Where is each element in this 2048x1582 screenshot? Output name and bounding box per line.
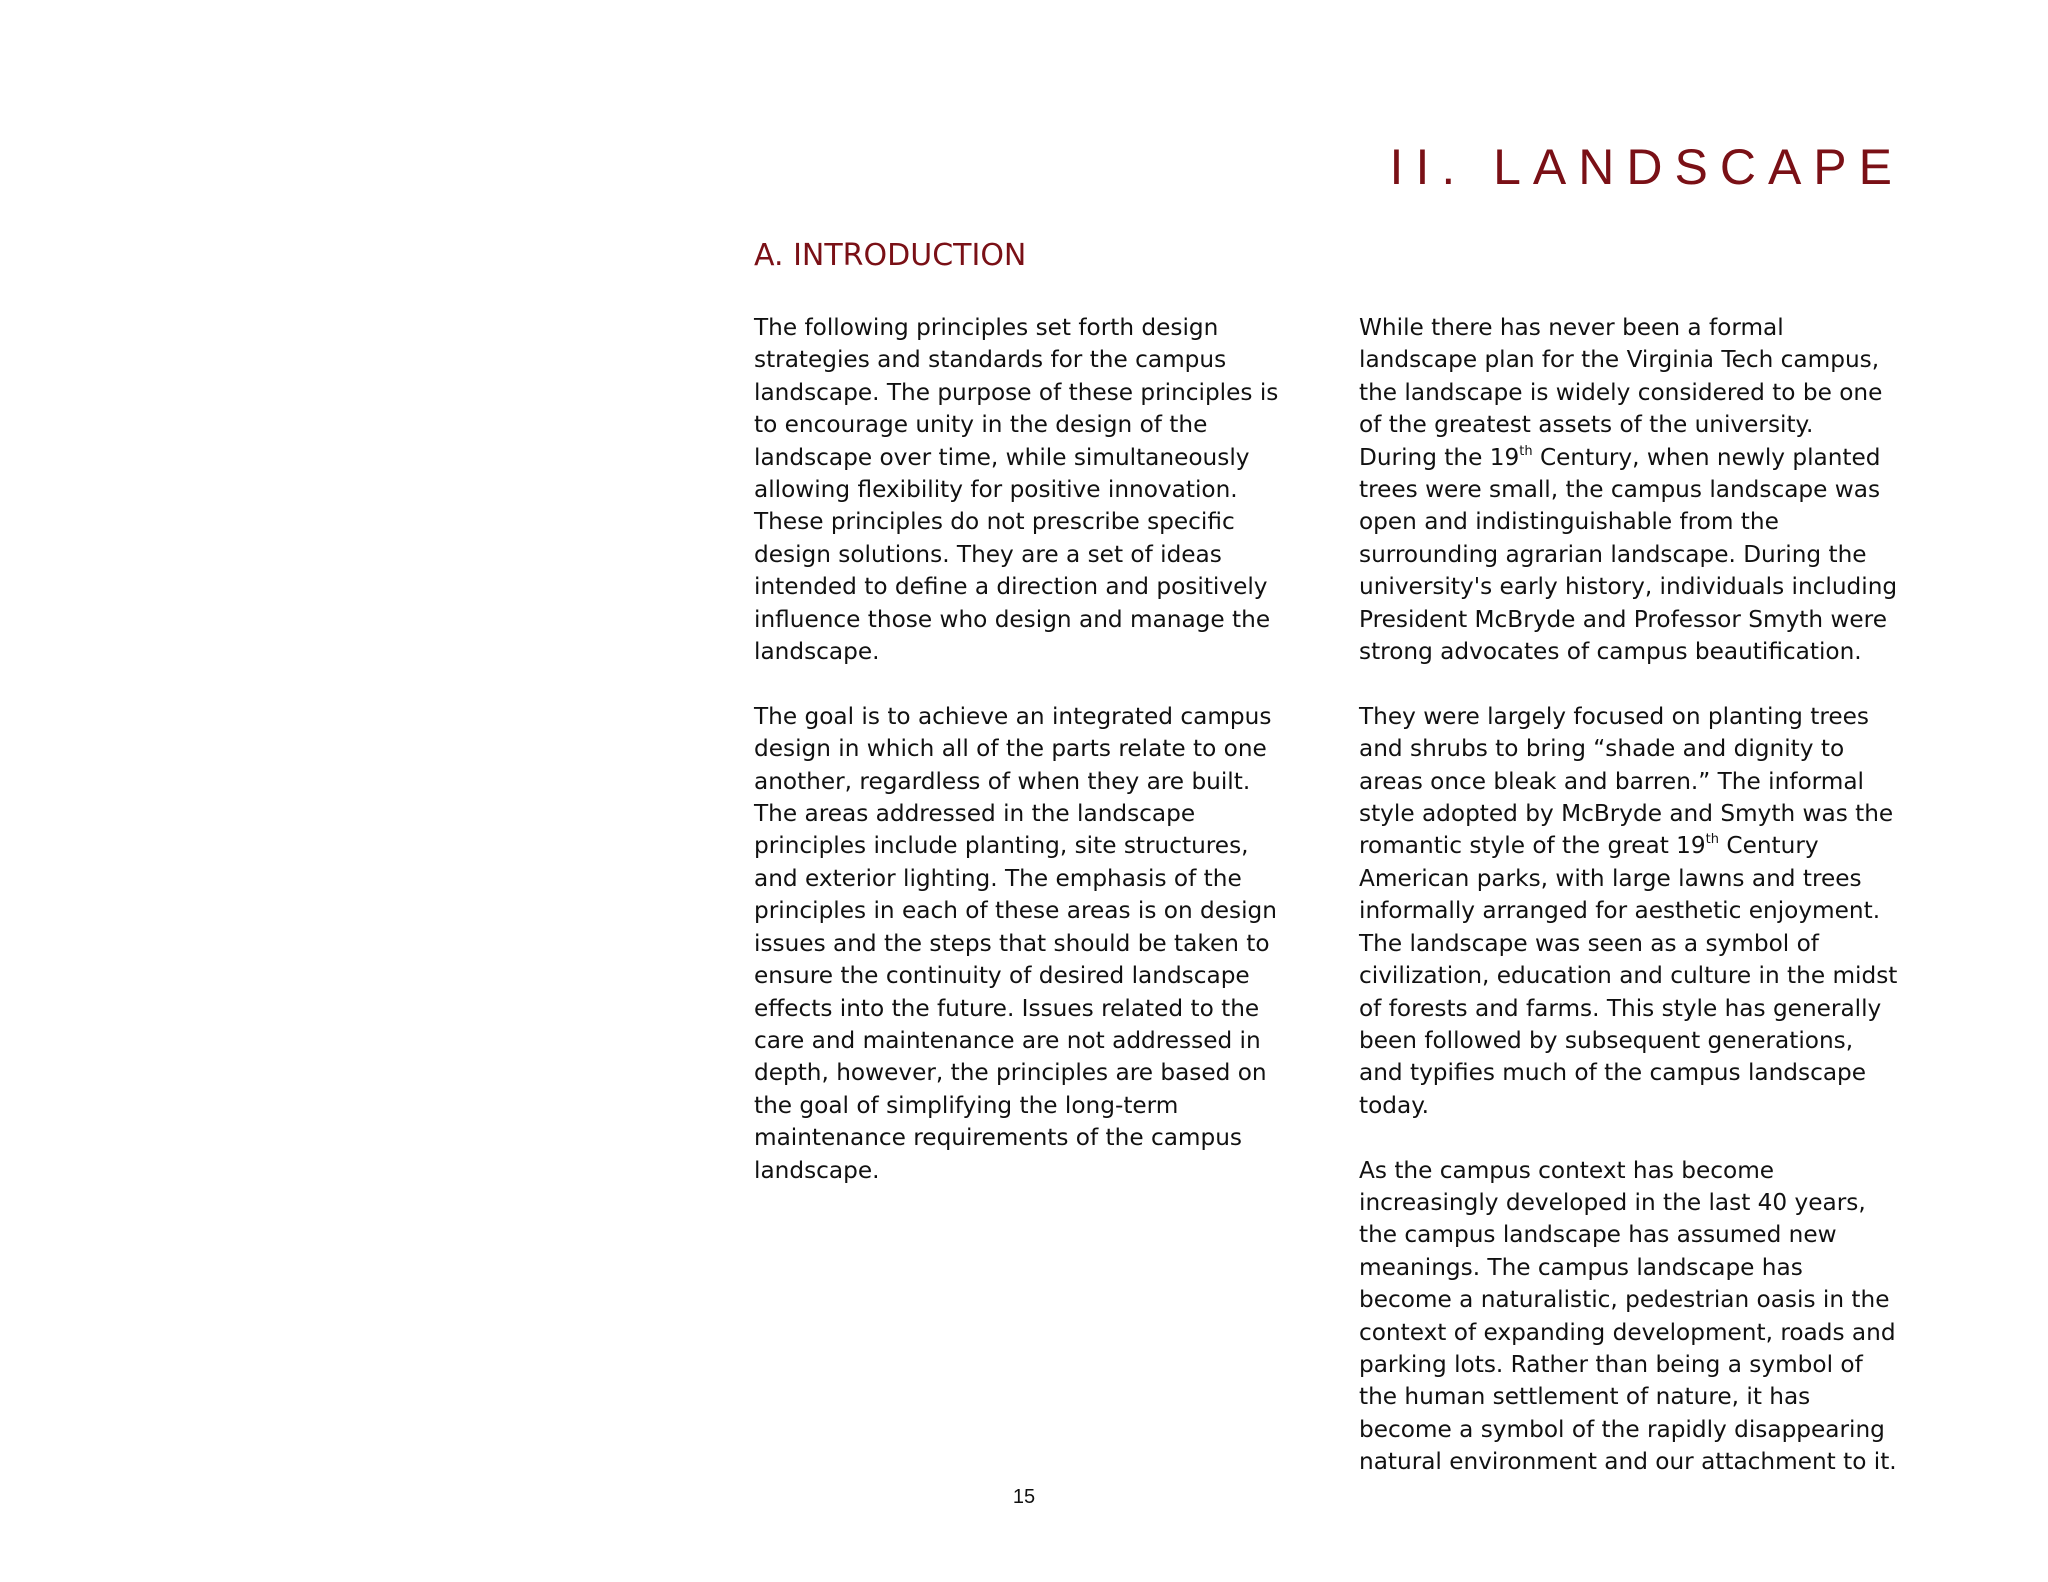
text-line: surrounding agrarian landscape. During the bbox=[1359, 540, 1867, 568]
text-line: American parks, with large lawns and trees bbox=[1359, 864, 1862, 892]
text-line: influence those who design and manage the bbox=[754, 605, 1271, 633]
text-line: areas once bleak and barren.” The informal bbox=[1359, 767, 1864, 795]
text-line: the goal of simplifying the long-term bbox=[754, 1091, 1179, 1119]
text-line: While there has never been a formal bbox=[1359, 314, 1784, 341]
text-line: ensure the continuity of desired landscape bbox=[754, 962, 1250, 990]
text-line: intended to define a direction and positively bbox=[754, 573, 1268, 601]
text-line: The areas addressed in the landscape bbox=[754, 800, 1196, 828]
text-line: landscape. bbox=[754, 638, 880, 666]
text-line: been followed by subsequent generations, bbox=[1359, 1026, 1854, 1054]
text-line: and shrubs to bring “shade and dignity to bbox=[1359, 735, 1845, 763]
text-line: the human settlement of nature, it has bbox=[1359, 1383, 1811, 1411]
text-line: open and indistinguishable from the bbox=[1359, 508, 1779, 536]
page-title: II. LANDSCAPE bbox=[1389, 139, 1904, 195]
text-line: parking lots. Rather than being a symbol of bbox=[1359, 1350, 1863, 1378]
text-line: landscape plan for the Virginia Tech campus, bbox=[1359, 346, 1880, 374]
section-heading: A. INTRODUCTION bbox=[754, 238, 1027, 273]
text-line: and typifies much of the campus landscape bbox=[1359, 1059, 1867, 1087]
text-line: strong advocates of campus beautification. bbox=[1359, 638, 1862, 666]
left-text-column bbox=[754, 312, 1278, 1219]
text-line: university's early history, individuals including bbox=[1359, 573, 1898, 601]
text-line: effects into the future. Issues related to the bbox=[754, 994, 1260, 1022]
text-fragment: Century bbox=[1719, 832, 1819, 860]
text-line: trees were small, the campus landscape was bbox=[1359, 476, 1881, 504]
page-number: 15 bbox=[1012, 1486, 1036, 1508]
right-text-column bbox=[1359, 312, 1897, 1511]
text-line: strategies and standards for the campus bbox=[754, 346, 1227, 374]
text-line: the campus landscape has assumed new bbox=[1359, 1221, 1837, 1249]
text-line: style adopted by McBryde and Smyth was the bbox=[1359, 800, 1894, 828]
intro-paragraph-2 bbox=[754, 701, 1278, 1187]
text-line: principles in each of these areas is on design bbox=[754, 897, 1277, 925]
text-line: The goal is to achieve an integrated campus bbox=[754, 702, 1272, 730]
text-line: today. bbox=[1359, 1091, 1429, 1119]
text-line: maintenance requirements of the campus bbox=[754, 1124, 1242, 1152]
intro-paragraph-1 bbox=[754, 312, 1278, 668]
text-line: President McBryde and Professor Smyth were bbox=[1359, 605, 1887, 633]
text-line: These principles do not prescribe specific bbox=[754, 508, 1235, 536]
text-fragment: romantic style of the great 19 bbox=[1359, 832, 1706, 860]
text-fragment: Century, when newly planted bbox=[1532, 443, 1881, 471]
text-line: become a symbol of the rapidly disappearing bbox=[1359, 1415, 1885, 1443]
history-paragraph-2 bbox=[1359, 701, 1897, 1122]
history-paragraph-3 bbox=[1359, 1155, 1897, 1479]
text-line: increasingly developed in the last 40 years, bbox=[1359, 1188, 1866, 1216]
history-paragraph-1 bbox=[1359, 312, 1897, 668]
text-line: allowing flexibility for positive innovation. bbox=[754, 476, 1238, 504]
text-line: to encourage unity in the design of the bbox=[754, 411, 1208, 439]
text-line: become a naturalistic, pedestrian oasis in the bbox=[1359, 1286, 1890, 1314]
text-line: care and maintenance are not addressed in bbox=[754, 1026, 1261, 1054]
ordinal-superscript: th bbox=[1519, 443, 1533, 459]
text-line: principles include planting, site structures, bbox=[754, 832, 1249, 860]
text-line: the landscape is widely considered to be one bbox=[1359, 378, 1883, 406]
text-line: civilization, education and culture in the midst bbox=[1359, 962, 1898, 990]
text-line: natural environment and our attachment to it. bbox=[1359, 1448, 1897, 1476]
text-line: meanings. The campus landscape has bbox=[1359, 1253, 1803, 1281]
text-line: design solutions. They are a set of ideas bbox=[754, 540, 1222, 568]
text-line: The following principles set forth design bbox=[754, 314, 1219, 341]
text-line: The landscape was seen as a symbol of bbox=[1359, 929, 1819, 957]
text-line: issues and the steps that should be taken to bbox=[754, 929, 1270, 957]
text-line: As the campus context has become bbox=[1359, 1156, 1775, 1184]
text-line: context of expanding development, roads and bbox=[1359, 1318, 1896, 1346]
text-line bbox=[1359, 830, 1897, 862]
text-line: of the greatest assets of the university. bbox=[1359, 411, 1814, 439]
text-line: informally arranged for aesthetic enjoyment. bbox=[1359, 897, 1881, 925]
text-line: landscape over time, while simultaneously bbox=[754, 443, 1250, 471]
text-line: They were largely focused on planting trees bbox=[1359, 702, 1869, 730]
text-line: depth, however, the principles are based on bbox=[754, 1059, 1267, 1087]
text-line: landscape. The purpose of these principles is bbox=[754, 378, 1279, 406]
ordinal-superscript: th bbox=[1705, 832, 1720, 848]
text-line: design in which all of the parts relate to one bbox=[754, 735, 1267, 763]
text-line: and exterior lighting. The emphasis of the bbox=[754, 864, 1242, 892]
text-line: of forests and farms. This style has generally bbox=[1359, 994, 1882, 1022]
text-line: landscape. bbox=[754, 1156, 880, 1184]
text-line bbox=[1359, 442, 1897, 474]
text-fragment: During the 19 bbox=[1359, 443, 1520, 471]
text-line: another, regardless of when they are built. bbox=[754, 767, 1251, 795]
